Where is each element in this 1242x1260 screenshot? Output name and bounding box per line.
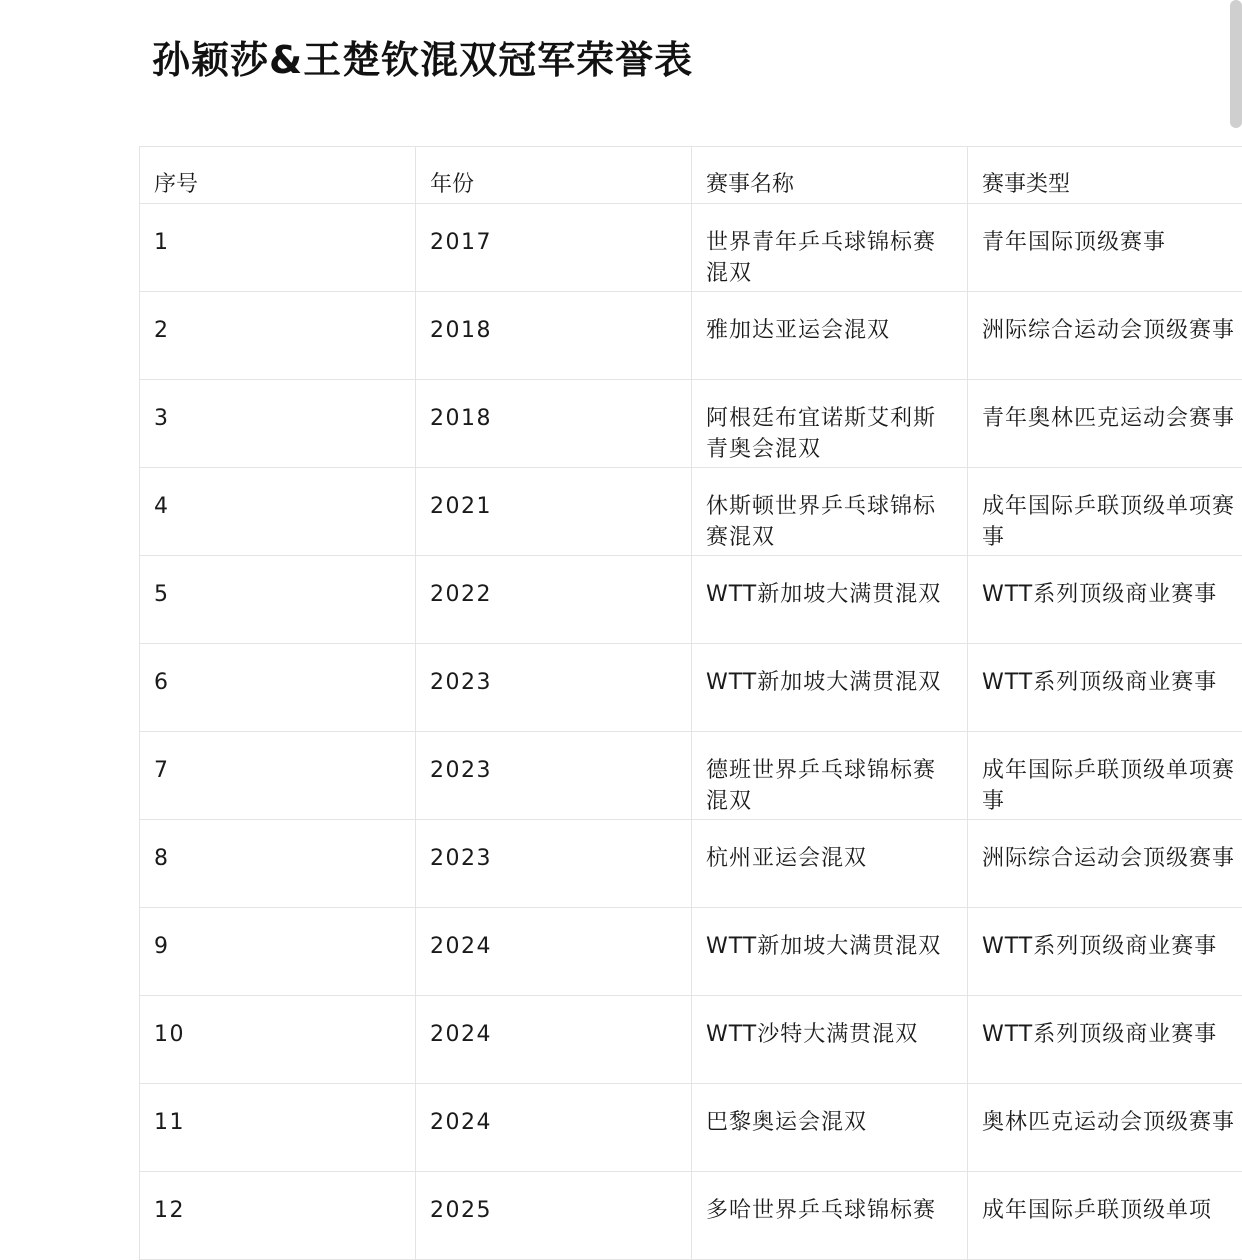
cell-index: 9	[140, 908, 416, 996]
cell-event-type: WTT系列顶级商业赛事	[968, 556, 1242, 644]
cell-year: 2021	[416, 468, 692, 556]
cell-year: 2025	[416, 1172, 692, 1260]
cell-event-type: 青年国际顶级赛事	[968, 204, 1242, 292]
cell-year: 2023	[416, 644, 692, 732]
cell-event-name: WTT新加坡大满贯混双	[692, 644, 968, 732]
cell-event-type: 洲际综合运动会顶级赛事	[968, 292, 1242, 380]
table-header-row	[140, 147, 1242, 204]
cell-event-type: WTT系列顶级商业赛事	[968, 908, 1242, 996]
cell-index: 1	[140, 204, 416, 292]
cell-index: 7	[140, 732, 416, 820]
cell-event-name: 杭州亚运会混双	[692, 820, 968, 908]
scrollbar-thumb[interactable]	[1230, 0, 1242, 128]
cell-event-name: 雅加达亚运会混双	[692, 292, 968, 380]
cell-year: 2022	[416, 556, 692, 644]
cell-event-type: 成年国际乒联顶级单项	[968, 1172, 1242, 1260]
table-row	[140, 996, 1242, 1084]
table-row	[140, 556, 1242, 644]
cell-event-name: 德班世界乒乓球锦标赛混双	[692, 732, 968, 820]
cell-year: 2018	[416, 380, 692, 468]
cell-event-name: 休斯顿世界乒乓球锦标赛混双	[692, 468, 968, 556]
cell-event-name: WTT新加坡大满贯混双	[692, 556, 968, 644]
cell-year: 2024	[416, 1084, 692, 1172]
column-header-event-type: 赛事类型	[968, 147, 1242, 204]
cell-event-name: 世界青年乒乓球锦标赛混双	[692, 204, 968, 292]
cell-event-name: WTT沙特大满贯混双	[692, 996, 968, 1084]
cell-event-type: WTT系列顶级商业赛事	[968, 644, 1242, 732]
table-row	[140, 380, 1242, 468]
cell-year: 2024	[416, 908, 692, 996]
table-row	[140, 908, 1242, 996]
cell-index: 6	[140, 644, 416, 732]
cell-index: 5	[140, 556, 416, 644]
column-header-index: 序号	[140, 147, 416, 204]
column-header-event-name: 赛事名称	[692, 147, 968, 204]
cell-index: 10	[140, 996, 416, 1084]
table-row	[140, 732, 1242, 820]
honor-table	[139, 146, 1242, 1260]
cell-year: 2018	[416, 292, 692, 380]
table-row	[140, 1084, 1242, 1172]
table-row	[140, 468, 1242, 556]
cell-event-type: 成年国际乒联顶级单项赛事	[968, 732, 1242, 820]
cell-index: 4	[140, 468, 416, 556]
cell-index: 8	[140, 820, 416, 908]
cell-index: 11	[140, 1084, 416, 1172]
cell-event-type: 洲际综合运动会顶级赛事	[968, 820, 1242, 908]
cell-event-type: 成年国际乒联顶级单项赛事	[968, 468, 1242, 556]
column-header-year: 年份	[416, 147, 692, 204]
cell-event-type: WTT系列顶级商业赛事	[968, 996, 1242, 1084]
table-row	[140, 204, 1242, 292]
page-title: 孙颖莎&王楚钦混双冠军荣誉表	[152, 32, 693, 88]
cell-index: 2	[140, 292, 416, 380]
table-row	[140, 292, 1242, 380]
cell-event-type: 奥林匹克运动会顶级赛事	[968, 1084, 1242, 1172]
table-row	[140, 644, 1242, 732]
table-row	[140, 1172, 1242, 1260]
cell-event-name: WTT新加坡大满贯混双	[692, 908, 968, 996]
cell-year: 2017	[416, 204, 692, 292]
cell-index: 3	[140, 380, 416, 468]
cell-year: 2023	[416, 732, 692, 820]
cell-event-name: 阿根廷布宜诺斯艾利斯青奥会混双	[692, 380, 968, 468]
cell-index: 12	[140, 1172, 416, 1260]
cell-event-name: 巴黎奥运会混双	[692, 1084, 968, 1172]
cell-year: 2024	[416, 996, 692, 1084]
cell-event-type: 青年奥林匹克运动会赛事	[968, 380, 1242, 468]
cell-event-name: 多哈世界乒乓球锦标赛	[692, 1172, 968, 1260]
table-row	[140, 820, 1242, 908]
cell-year: 2023	[416, 820, 692, 908]
